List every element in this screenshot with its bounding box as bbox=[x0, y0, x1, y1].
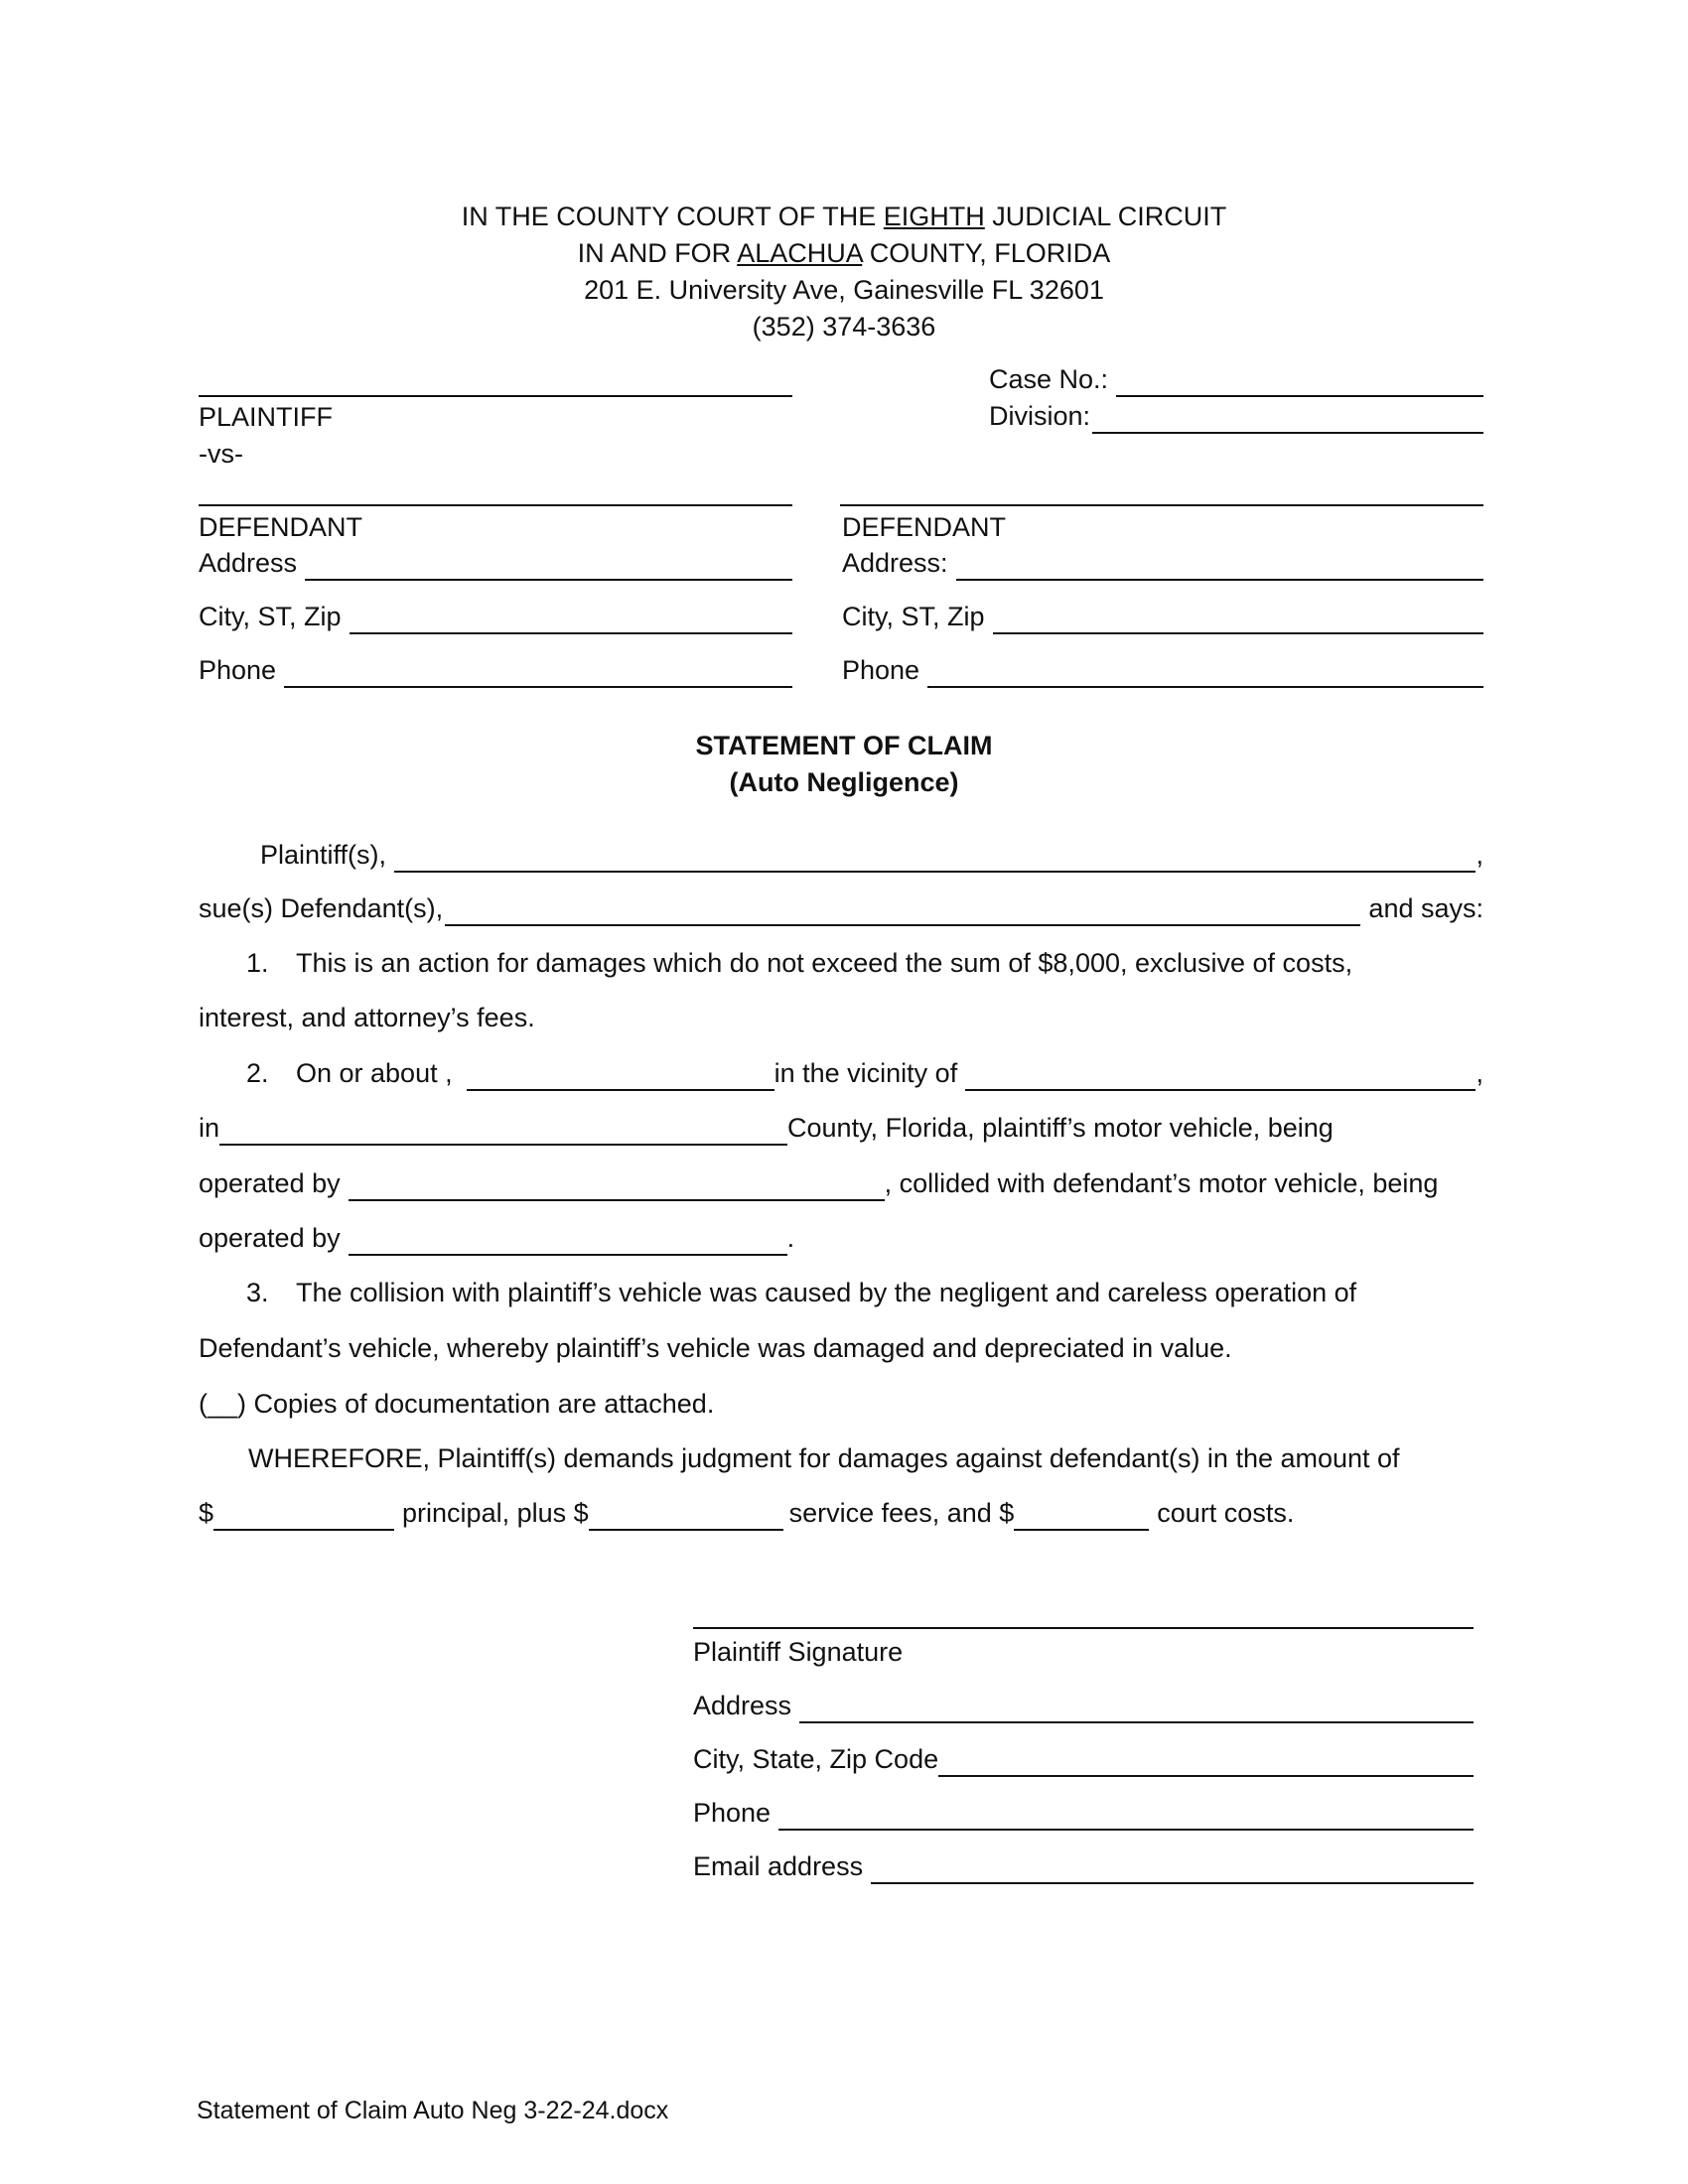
defendant2-phone-row bbox=[842, 652, 1483, 688]
plaintiffs-comma: , bbox=[1476, 840, 1483, 870]
wherefore-text: WHEREFORE, Plaintiff(s) demands judgment for damages against defendant(s) in the amount of bbox=[248, 1443, 1400, 1473]
plaintiff-driver-field[interactable] bbox=[349, 1169, 885, 1201]
amounts-row bbox=[199, 1495, 1483, 1531]
sig-city-label: City, State, Zip Code bbox=[693, 1744, 939, 1774]
defendant1-phone-row bbox=[199, 652, 792, 688]
para1-text-a: This is an action for damages which do not exceed the sum of $8,000, exclusive of costs, bbox=[296, 948, 1353, 978]
document-title: STATEMENT OF CLAIM bbox=[695, 731, 993, 760]
court-costs-label: court costs. bbox=[1157, 1498, 1295, 1528]
defendant2-phone-label: Phone bbox=[842, 655, 920, 685]
court-phone: (352) 374-3636 bbox=[752, 312, 936, 341]
para1-number: 1. bbox=[246, 948, 269, 978]
defendant1-city-label: City, ST, Zip bbox=[199, 602, 342, 631]
defendant2-address-row bbox=[842, 545, 1483, 581]
defendant2-address-label: Address: bbox=[842, 548, 948, 578]
division-label: Division: bbox=[989, 401, 1091, 431]
circuit-name: EIGHTH bbox=[883, 202, 985, 231]
plaintiffs-row bbox=[260, 837, 1483, 873]
court-costs-field[interactable] bbox=[1014, 1499, 1149, 1531]
para2-line2 bbox=[199, 1110, 1483, 1146]
defendant2-city-field[interactable] bbox=[993, 603, 1483, 634]
court-heading-line1 bbox=[0, 199, 1688, 234]
court-heading-line2 bbox=[0, 235, 1688, 271]
para3-number: 3. bbox=[246, 1278, 269, 1307]
county-name: ALACHUA bbox=[737, 238, 863, 268]
plaintiffs-label: Plaintiff(s), bbox=[260, 840, 387, 870]
division-field[interactable] bbox=[1092, 402, 1483, 434]
defendant2-label: DEFENDANT bbox=[842, 512, 1007, 542]
heading-text: IN AND FOR bbox=[577, 238, 738, 268]
service-fees-label: service fees, and $ bbox=[788, 1498, 1015, 1528]
principal-label: principal, plus $ bbox=[402, 1498, 589, 1528]
division-row bbox=[989, 398, 1483, 434]
operated-by-label-1: operated by bbox=[199, 1168, 341, 1198]
document-subtitle: (Auto Negligence) bbox=[729, 767, 959, 797]
heading-text: IN THE COUNTY COURT OF THE bbox=[461, 202, 884, 231]
case-no-label: Case No.: bbox=[989, 364, 1109, 394]
and-says-text: and says: bbox=[1368, 893, 1483, 923]
para3-text-b: Defendant’s vehicle, whereby plaintiff’s vehicle was damaged and depreciated in value. bbox=[199, 1333, 1232, 1363]
defendant2-name-line[interactable] bbox=[840, 504, 1483, 506]
sig-city-row bbox=[693, 1741, 1474, 1777]
sig-address-field[interactable] bbox=[799, 1692, 1474, 1723]
county-text: County, Florida, plaintiff’s motor vehicle, being bbox=[787, 1113, 1334, 1143]
defendant1-address-row bbox=[199, 545, 792, 581]
para2-line1 bbox=[296, 1055, 1483, 1091]
defendant1-phone-field[interactable] bbox=[284, 656, 792, 688]
defendant2-city-label: City, ST, Zip bbox=[842, 602, 985, 631]
para3-text-a: The collision with plaintiff’s vehicle was caused by the negligent and careless operation of bbox=[296, 1278, 1357, 1307]
copies-attached-checkbox[interactable]: (__) Copies of documentation are attached. bbox=[199, 1389, 715, 1419]
defendant1-phone-label: Phone bbox=[199, 655, 277, 685]
defendant1-label: DEFENDANT bbox=[199, 512, 363, 542]
footer-filename: Statement of Claim Auto Neg 3-22-24.docx bbox=[197, 2097, 669, 2124]
plaintiff-name-line[interactable] bbox=[199, 395, 792, 397]
sig-phone-field[interactable] bbox=[778, 1799, 1474, 1831]
date-field[interactable] bbox=[467, 1059, 774, 1091]
principal-amount-field[interactable] bbox=[213, 1499, 394, 1531]
plaintiffs-field[interactable] bbox=[394, 841, 1476, 873]
defendant2-phone-field[interactable] bbox=[927, 656, 1483, 688]
collided-text: , collided with defendant’s motor vehicle, being bbox=[884, 1168, 1439, 1198]
sig-phone-label: Phone bbox=[693, 1798, 772, 1828]
heading-text: COUNTY, FLORIDA bbox=[862, 238, 1111, 268]
court-address: 201 E. University Ave, Gainesville FL 32601 bbox=[584, 275, 1104, 305]
defendant1-address-field[interactable] bbox=[305, 549, 792, 581]
sig-phone-row bbox=[693, 1795, 1474, 1831]
vicinity-field[interactable] bbox=[965, 1059, 1476, 1091]
para2-line4 bbox=[199, 1220, 1483, 1256]
operated-by-label-2: operated by bbox=[199, 1223, 341, 1253]
heading-text: JUDICIAL CIRCUIT bbox=[984, 202, 1227, 231]
defendants-label: sue(s) Defendant(s), bbox=[199, 893, 444, 923]
defendant2-city-row bbox=[842, 599, 1483, 634]
defendant1-name-line[interactable] bbox=[199, 504, 792, 506]
defendants-row bbox=[199, 890, 1483, 926]
para2-period: . bbox=[786, 1223, 795, 1253]
in-label: in bbox=[199, 1113, 220, 1143]
vs-label: -vs- bbox=[199, 439, 243, 469]
sig-city-field[interactable] bbox=[938, 1745, 1474, 1777]
sig-email-row bbox=[693, 1848, 1474, 1884]
defendant1-address-label: Address bbox=[199, 548, 298, 578]
defendant-driver-field[interactable] bbox=[349, 1224, 787, 1256]
defendant1-city-row bbox=[199, 599, 792, 634]
on-or-about-label: On or about , bbox=[296, 1058, 453, 1088]
para2-number: 2. bbox=[246, 1058, 269, 1088]
vicinity-label: in the vicinity of bbox=[774, 1058, 958, 1088]
defendant1-city-field[interactable] bbox=[350, 603, 792, 634]
service-fees-field[interactable] bbox=[589, 1499, 783, 1531]
case-no-row bbox=[989, 361, 1483, 397]
vicinity-comma: , bbox=[1476, 1058, 1483, 1088]
plaintiff-label: PLAINTIFF bbox=[199, 402, 334, 432]
case-no-field[interactable] bbox=[1116, 365, 1483, 397]
county-field[interactable] bbox=[219, 1114, 787, 1146]
dollar-sign: $ bbox=[199, 1498, 214, 1528]
signature-label: Plaintiff Signature bbox=[693, 1637, 904, 1667]
sig-address-row bbox=[693, 1688, 1474, 1723]
para1-text-b: interest, and attorney’s fees. bbox=[199, 1003, 535, 1032]
signature-line[interactable] bbox=[693, 1627, 1474, 1629]
para2-line3 bbox=[199, 1165, 1483, 1201]
defendants-field[interactable] bbox=[445, 894, 1360, 926]
sig-address-label: Address bbox=[693, 1691, 792, 1720]
sig-email-field[interactable] bbox=[871, 1852, 1474, 1884]
defendant2-address-field[interactable] bbox=[956, 549, 1483, 581]
sig-email-label: Email address bbox=[693, 1851, 864, 1881]
